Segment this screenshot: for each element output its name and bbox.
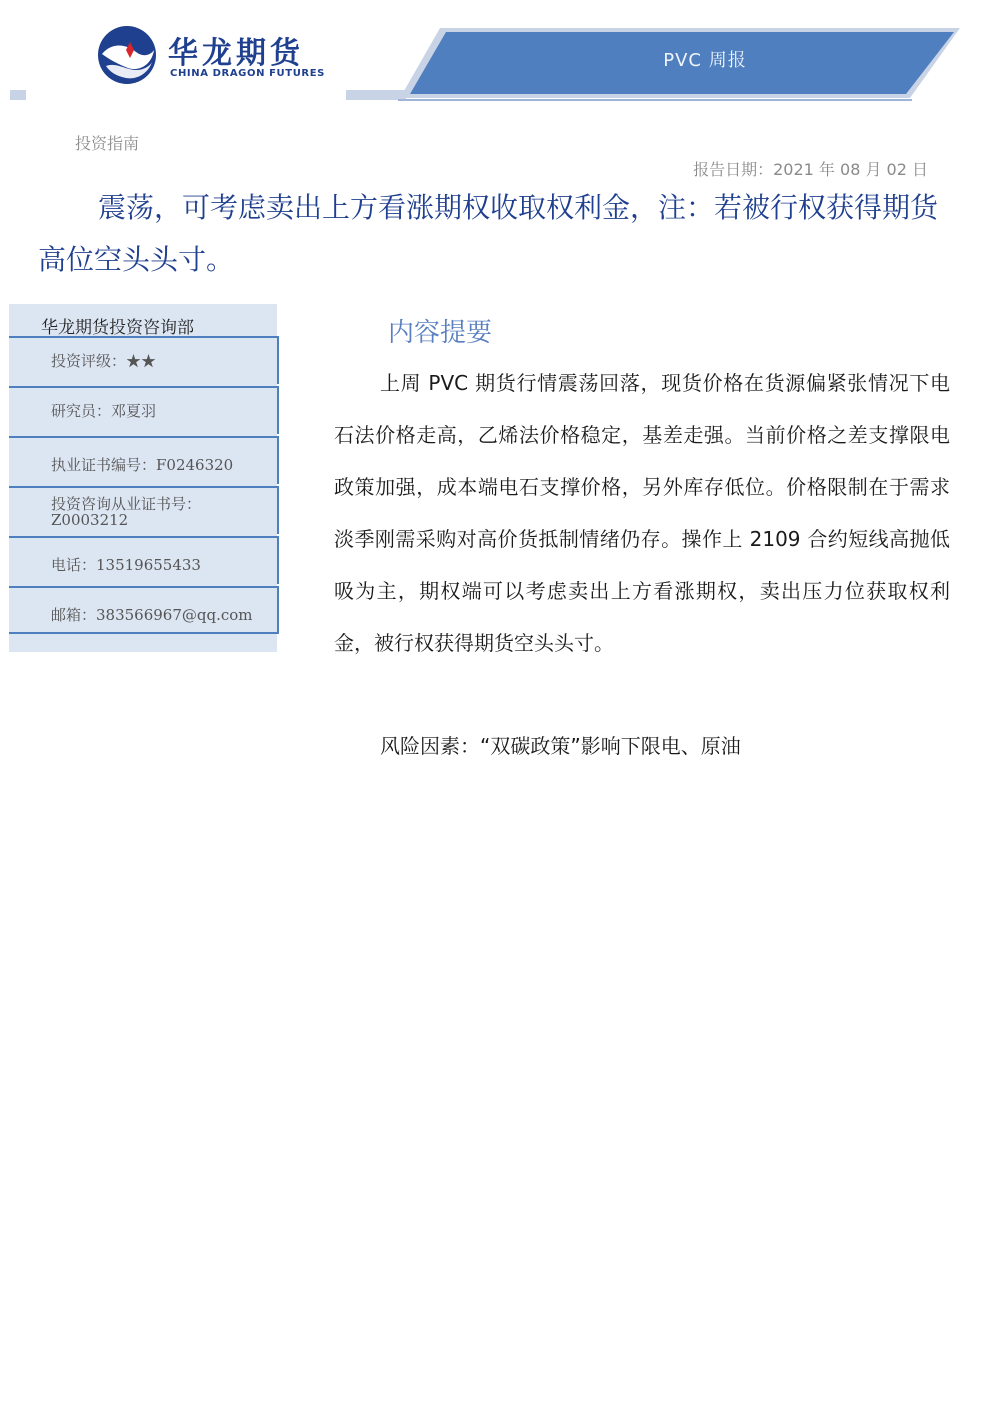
consulting-license-number: 投资咨询从业证书号：Z0003212 [51,495,202,529]
headline: 震荡，可考虑卖出上方看涨期权收取权利金，注：若被行权获得期货高位空头头寸。 [38,191,939,276]
analyst-name: 研究员：邓夏羽 [51,402,157,420]
info-box-title: 华龙期货投资咨询部 [41,318,194,338]
info-row-email [9,586,279,634]
section-label: 投资指南 [75,134,140,153]
info-row-license [9,436,279,484]
email-address: 邮箱：383566967@qq.com [51,606,253,624]
company-logo [96,24,325,88]
logo-chinese-name: 华龙期货 [168,36,304,71]
report-date: 报告日期：2021 年 08 月 02 日 [693,160,928,179]
dragon-logo-icon [96,24,158,86]
summary-body: 上周 PVC 期货行情震荡回落，现货价格在货源偏紧张情况下电石法价格走高，乙烯法价格稳定，基差走强。当前价格之差支撑限电政策加强，成本端电石支撑价格，另外库存低位。价格限制在于需求淡季刚需采购对高价货抵制情绪仍存。操作上 2109 合约短线高抛低吸为主，期权端可以考虑卖出上方看涨期权，卖出压力位获取权利金，被行权获得期货空头头寸。 [334,371,950,655]
summary-title: 内容提要 [388,318,493,348]
report-type-title: PVC 周报 [663,50,747,71]
info-row-rating [9,336,279,384]
phone-number: 电话：13519655433 [51,556,201,574]
license-number: 执业证书编号：F0246320 [51,456,234,474]
info-row-consulting-license [9,486,279,534]
info-row-analyst [9,386,279,434]
risk-factors: 风险因素：“双碳政策”影响下限电、原油 [380,734,741,758]
logo-english-name: CHINA DRAGON FUTURES [170,68,325,79]
investment-rating: 投资评级：★★ [51,352,157,370]
info-row-phone [9,536,279,584]
analyst-info-box [9,304,277,652]
